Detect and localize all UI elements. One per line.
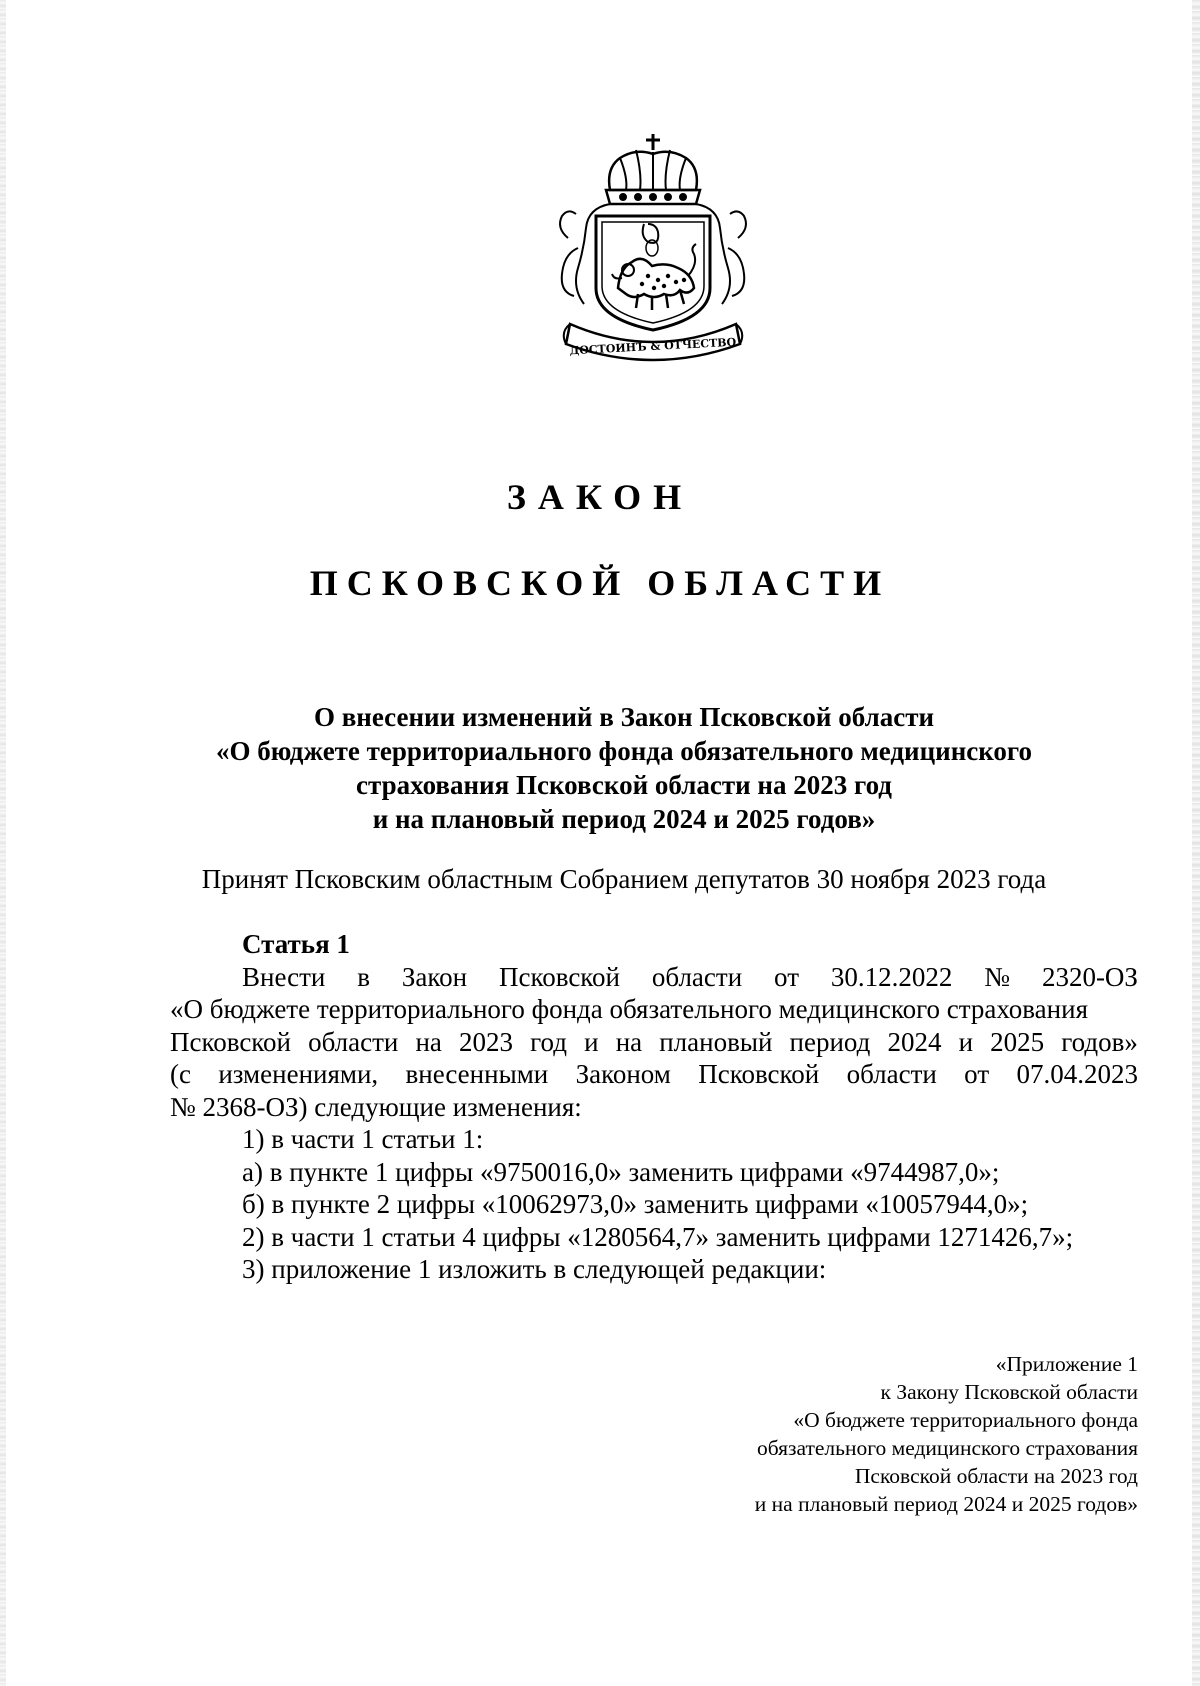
word: годов» [1061, 1026, 1138, 1057]
coat-of-arms-icon [548, 128, 758, 368]
appendix-line: обязательного медицинского страхования [756, 1436, 1138, 1460]
word: 2023 [459, 1026, 514, 1057]
word: области [308, 1026, 399, 1057]
scan-edge-right [1192, 0, 1200, 1686]
amendment-item: а) в пункте 1 цифры «9750016,0» заменить цифрами «9744987,0»; [242, 1156, 1000, 1187]
word: (с [170, 1059, 191, 1089]
word: Закон [401, 961, 468, 992]
scan-edge-left [0, 0, 6, 1686]
appendix-line: «О бюджете территориального фонда [793, 1408, 1138, 1432]
article-1 [170, 928, 1138, 1286]
svg-text:ДОСТОИНЪ & ОТЧЕСТВО: ДОСТОИНЪ & ОТЧЕСТВО [569, 335, 737, 358]
appendix-reference [578, 1350, 1138, 1518]
word: и [958, 1026, 974, 1057]
word: и [584, 1026, 599, 1057]
word: № [984, 961, 1011, 992]
adoption-statement: Принят Псковским областным Собранием депутатов 30 ноября 2023 года [201, 864, 1047, 894]
law-name-line: О внесении изменений в Закон Псковской области [313, 702, 935, 732]
paragraph-line: «О бюджете территориального фонда обязательного медицинского страхования [170, 994, 1088, 1024]
appendix-line: к Закону Псковской области [880, 1380, 1138, 1404]
law-name [160, 700, 1088, 836]
appendix-line: «Приложение 1 [995, 1352, 1138, 1376]
document-subtitle: ПСКОВСКОЙ ОБЛАСТИ [309, 563, 891, 603]
word: области [846, 1059, 937, 1089]
word: на [615, 1026, 643, 1057]
word: от [964, 1059, 990, 1089]
word: на [415, 1026, 442, 1057]
word: 2025 [990, 1026, 1045, 1057]
appendix-line: и на плановый период 2024 и 2025 годов» [754, 1492, 1138, 1516]
word: Внести [242, 961, 326, 992]
amendment-item: 2) в части 1 статьи 4 цифры «1280564,7» заменить цифрами 1271426,7»; [242, 1221, 1074, 1252]
word: Псковской [499, 961, 620, 992]
word: Псковской [698, 1059, 820, 1089]
word: 2320-ОЗ [1041, 961, 1138, 992]
amendment-item: 1) в части 1 статьи 1: [242, 1124, 484, 1154]
paragraph-line [170, 961, 1138, 994]
word: изменениями, [218, 1059, 379, 1089]
word: период [789, 1026, 871, 1057]
word: Законом [575, 1059, 671, 1089]
law-name-line: «О бюджете территориального фонда обязательного медицинского [215, 736, 1033, 766]
word: от [774, 961, 799, 992]
appendix-line: Псковской области на 2023 год [854, 1464, 1138, 1488]
article-heading: Статья 1 [242, 929, 350, 959]
paragraph-line [170, 1026, 1138, 1059]
amendment-item: б) в пункте 2 цифры «10062973,0» заменить цифрами «10057944,0»; [242, 1189, 1029, 1219]
word: в [357, 961, 370, 992]
word: год [530, 1026, 568, 1057]
word: 30.12.2022 [830, 961, 953, 992]
document-title: ЗАКОН [506, 477, 694, 517]
word: внесенными [405, 1059, 549, 1089]
law-name-line: и на плановый период 2024 и 2025 годов» [372, 804, 876, 834]
word: Псковской [170, 1026, 291, 1057]
word: 2024 [887, 1026, 942, 1057]
paragraph-line [170, 1058, 1138, 1091]
paragraph-line: № 2368-ОЗ) следующие изменения: [170, 1091, 582, 1122]
law-name-line: страхования Псковской области на 2023 год [356, 770, 892, 800]
word: плановый [659, 1026, 773, 1057]
word: области [651, 961, 743, 992]
word: 07.04.2023 [1016, 1059, 1138, 1089]
amendment-item: 3) приложение 1 изложить в следующей редакции: [242, 1254, 827, 1284]
